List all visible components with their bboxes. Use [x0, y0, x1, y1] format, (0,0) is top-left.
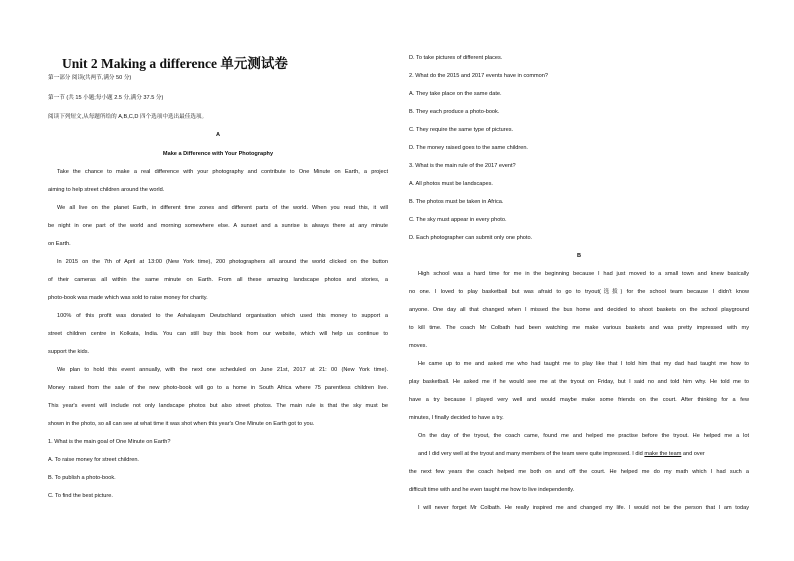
question-option: D. The money raised goes to the same children. — [409, 145, 528, 151]
passage-b-letter: B — [576, 253, 582, 259]
paragraph-line: On the day of the tryout, the coach came, found me and helped me practise before the tryout. He helped me a lot — [418, 433, 749, 439]
paragraph-line: High school was a hard time for me in the beginning because I had just moved to a small town and knew basically — [418, 271, 749, 277]
question-option: C. They require the same type of pictures. — [409, 127, 514, 133]
paragraph-line: We plan to hold this event annually, with the next one scheduled on June 21st, 2017 at 21: 00 (New York time). — [57, 367, 388, 373]
paragraph-line: moves. — [409, 343, 428, 349]
question-stem: 3. What is the main rule of the 2017 event? — [409, 163, 516, 169]
paragraph-line: have a try because I played very well and would maybe make some friends on the court. After thinking for a few — [409, 397, 749, 403]
paragraph-text: and over — [682, 451, 705, 457]
question-option: B. To publish a photo-book. — [48, 475, 116, 481]
paragraph-line: In 2015 on the 7th of April at 13:00 (New York time), 200 photographers all around the world clicked on the button — [57, 259, 388, 265]
paragraph-line: photo-book was made which was sold to raise money for charity. — [48, 295, 208, 301]
paragraph-text: and I did very well at the tryout and many members of the team were quite impressed. I did — [418, 451, 643, 457]
question-stem: 2. What do the 2015 and 2017 events have in common? — [409, 73, 549, 79]
page-title: Unit 2 Making a difference 单元测试卷 — [62, 56, 288, 71]
paragraph-line: of their cameras all within the same minute on Earth. From all these amazing landscape photos and stories, a — [48, 277, 388, 283]
question-stem: 1. What is the main goal of One Minute on Earth? — [48, 439, 171, 445]
subsection-heading: 第一节 (共 15 小题;每小题 2.5 分,满分 37.5 分) — [48, 95, 164, 101]
section-heading: 第一部分 阅读(共两节,满分 50 分) — [48, 75, 132, 81]
paragraph-line: street children centre in Kolkata, India. You can still buy this book from our website, which will help us continue to — [48, 331, 388, 337]
question-option: C. To find the best picture. — [48, 493, 113, 499]
paragraph-line: Money raised from the sale of the new photo-book will go to a home in South Africa where 75 parentless children live. — [48, 385, 388, 391]
paragraph-line: shown in the photo, so all can see at what time it was shot when this year's One Minute on Earth got to you. — [48, 421, 315, 427]
question-option: A. To raise money for street children. — [48, 457, 139, 463]
paragraph-line: He came up to me and asked me who had taught me to play like that I told him that my dad had taught me how to — [418, 361, 749, 367]
paragraph-line: the next few years the coach helped me both on and off the court. He helped me do my math which I had such a — [409, 469, 749, 475]
paragraph-line: be night in one part of the world and morning somewhere else. A sunset and a sunrise is always there at any minute — [48, 223, 388, 229]
paragraph-line: on Earth. — [48, 241, 71, 247]
paragraph-line: 100% of this profit was donated to the Ashalayam Deutschland organisation which used this money to support a — [57, 313, 388, 319]
paragraph-line: anyone. One day all that changed when I missed the bus home and decided to shoot baskets on the school playground — [409, 307, 749, 313]
paragraph-line: no one. I loved to play basketball but was afraid to go to tryout(选拔) for the school team because I didn't know — [409, 289, 749, 295]
paragraph-line: Take the chance to make a real difference with your photography and contribute to One Minute on Earth, a project — [57, 169, 388, 175]
underlined-phrase: make the team — [644, 451, 682, 457]
paragraph-line: support the kids. — [48, 349, 90, 355]
instruction: 阅读下列短文,从每题所给的 A,B,C,D 四个选项中选出最佳选项。 — [48, 114, 208, 120]
question-option: D. To take pictures of different places. — [409, 55, 503, 61]
passage-a-heading: Make a Difference with Your Photography — [162, 151, 274, 157]
paragraph-line — [409, 451, 749, 458]
paragraph-line: This year's event will include not only landscape photos but also street photos. The main rule is that the sky must be — [48, 403, 388, 409]
question-option: D. Each photographer can submit only one photo. — [409, 235, 533, 241]
question-option: A. They take place on the same date. — [409, 91, 502, 97]
question-option: C. The sky must appear in every photo. — [409, 217, 507, 223]
paragraph-line: aiming to help street children around the world. — [48, 187, 165, 193]
paragraph-line: minutes, I finally decided to have a try. — [409, 415, 504, 421]
question-option: A. All photos must be landscapes. — [409, 181, 493, 187]
paragraph-line: to kill time. The coach Mr Colbath had been watching me make various baskets and was pretty impressed with my — [409, 325, 749, 331]
paragraph-line: difficult time with and he even taught me how to live independently. — [409, 487, 575, 493]
passage-a-letter: A — [215, 132, 221, 138]
paragraph-line: I will never forget Mr Colbath. He really inspired me and changed my life. I would not be the person that I am today — [418, 505, 749, 511]
paragraph-line: play basketball. He asked me if he would see me at the tryout on Friday, but I said no and told him why. He told me to — [409, 379, 749, 385]
question-option: B. The photos must be taken in Africa. — [409, 199, 504, 205]
paragraph-line: We all live on the planet Earth, in different time zones and different parts of the world. When you read this, it will — [57, 205, 388, 211]
question-option: B. They each produce a photo-book. — [409, 109, 500, 115]
